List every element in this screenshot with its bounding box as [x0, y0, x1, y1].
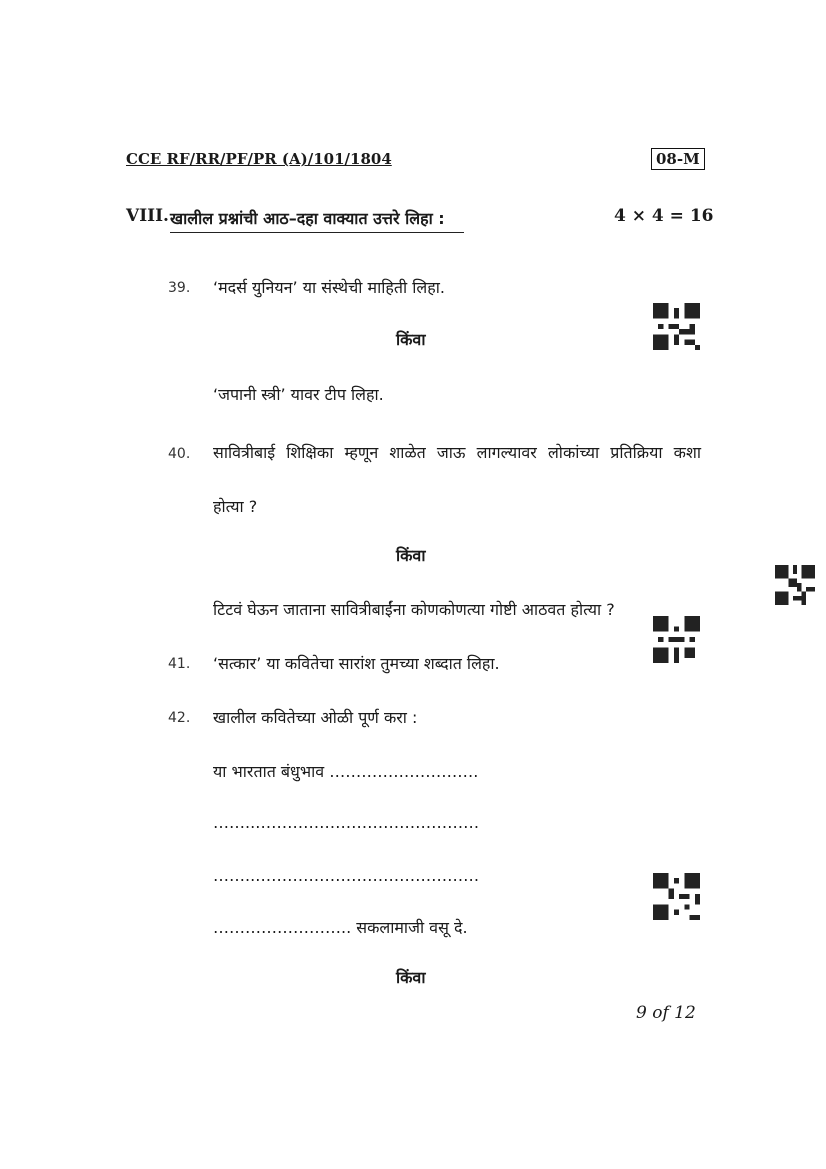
question-number-42: 42. — [168, 710, 191, 726]
qr-code-icon — [775, 565, 815, 609]
section-number: VIII. — [126, 206, 169, 226]
or-label-40: किंवा — [396, 546, 426, 565]
poem-line-1: या भारतात बंधुभाव ………………………. — [213, 762, 479, 781]
poem-line-2: ……..…………………………………… — [213, 813, 480, 832]
question-40-text-line1: सावित्रीबाई शिक्षिका म्हणून शाळेत जाऊ लागल्यावर लोकांच्या प्रतिक्रिया कशा — [213, 443, 701, 462]
question-number-39: 39. — [168, 280, 191, 296]
question-number-41: 41. — [168, 656, 191, 672]
qr-code-icon — [653, 616, 700, 667]
poem-line-3: ……..…………………………………… — [213, 866, 480, 885]
page-number: 9 of 12 — [636, 1003, 696, 1023]
paper-tag-box: 08-M — [651, 148, 705, 170]
poem-line-4: …………………….. सकलामाजी वसू दे. — [213, 918, 468, 937]
question-39-alt-text: ‘जपानी स्त्री’ यावर टीप लिहा. — [213, 385, 384, 404]
or-label-42: किंवा — [396, 968, 426, 987]
question-39-text: ‘मदर्स युनियन’ या संस्थेची माहिती लिहा. — [213, 278, 445, 297]
qr-code-icon — [653, 873, 700, 924]
paper-code: CCE RF/RR/PF/PR (A)/101/1804 — [126, 150, 392, 168]
question-number-40: 40. — [168, 446, 191, 462]
section-marks: 4 × 4 = 16 — [614, 206, 714, 226]
question-40-alt-text: टिटवं घेऊन जाताना सावित्रीबाईंना कोणकोणत्या गोष्टी आठवत होत्या ? — [213, 600, 615, 619]
section-title: खालील प्रश्नांची आठ–दहा वाक्यात उत्तरे लिहा : — [170, 209, 445, 228]
question-42-text: खालील कवितेच्या ओळी पूर्ण करा : — [213, 708, 418, 727]
question-41-text: ‘सत्कार’ या कवितेचा सारांश तुमच्या शब्दात लिहा. — [213, 654, 500, 673]
or-label-39: किंवा — [396, 330, 426, 349]
qr-code-icon — [653, 303, 700, 354]
section-title-underline — [170, 232, 464, 233]
question-40-text-line2: होत्या ? — [213, 497, 258, 516]
